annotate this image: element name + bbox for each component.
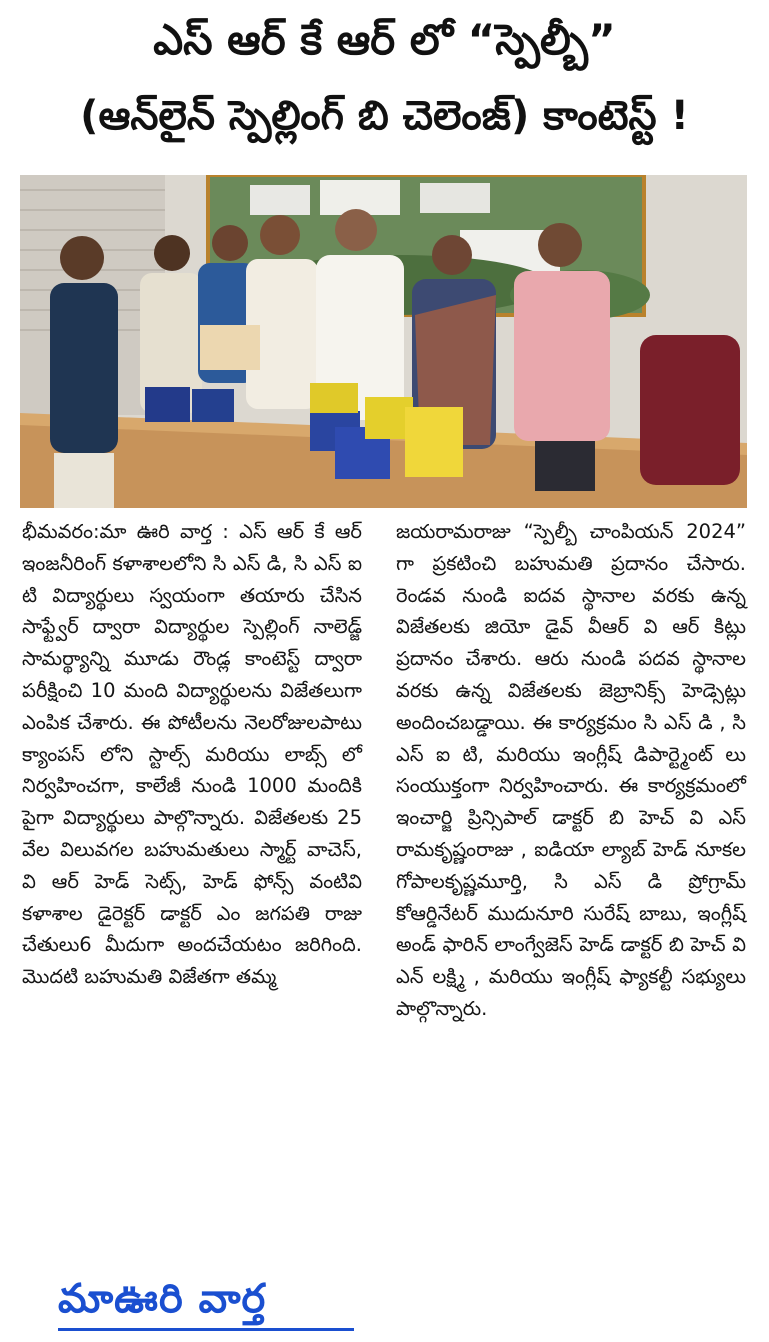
headline-line-2: (ఆన్‌లైన్ స్పెల్లింగ్ బి చెలెంజ్) కాంటెస్ట్ ! [80, 93, 689, 139]
award-ceremony-photo [20, 175, 747, 508]
masthead-underline [58, 1328, 354, 1331]
article-left-column: భీమవరం:మా ఊరి వార్త : ఎస్ ఆర్ కే ఆర్ ఇంజనీరింగ్ కళాశాలలోని సి ఎస్ డి, సి ఎస్ ఐ టి విద్యార్థులు స్వయంగా తయారు చేసిన సాఫ్ట్వేర్ ద్వారా విద్యార్థుల స్పెల్లింగ్ నాలెడ్జ్ సామర్థ్యాన్ని మూడు రౌండ్ల కాంటెస్ట్ ద్వారా పరీక్షించి 10 మంది విద్యార్థులను విజేతలుగా ఎంపిక చేశారు. ఈ పోటీలను నెలరోజులపాటు క్యాంపస్ లోని స్టాల్స్ మరియు లాబ్స్ లో నిర్వహించగా, కాలేజీ నుండి 1000 మందికి పైగా విద్యార్థులు పాల్గొన్నారు. విజేతలకు 25 వేల విలువగల బహుమతులు స్మార్ట్ వాచెస్, వి ఆర్ హెడ్ సెట్స్, హెడ్ ఫోన్స్ వంటివి కళాశాల డైరెక్టర్ డాక్టర్ ఎం జగపతి రాజు చేతులు6 మీదుగా అందచేయటం జరిగింది. మొదటి బహుమతి విజేతగా తమ్మ [22, 520, 362, 989]
headline-line-1: ఎస్ ఆర్ కే ఆర్ లో “స్పెల్బీ” [153, 15, 616, 64]
masthead-logo [58, 1272, 358, 1332]
masthead-title: మాఊరి వార్త [58, 1276, 267, 1322]
article-right-column: జయరామరాజు “స్పెల్బీ చాంపియన్ 2024” గా ప్రకటించి బహుమతి ప్రదానం చేసారు. రెండవ నుండి ఐదవ స్థానాల వరకు ఉన్న విజేతలకు జియో డైవ్ వీఆర్ వి ఆర్ కిట్లు ప్రదానం చేశారు. ఆరు నుండి పదవ స్థానాల వరకు ఉన్న విజేతలకు జెబ్రానిక్స్ హెడ్సెట్లు అందించబడ్డాయి. ఈ కార్యక్రమం సి ఎస్ డి , సి ఎస్ ఐ టి, మరియు ఇంగ్లీష్ డిపార్ట్మెంట్ లు సంయుక్తంగా నిర్వహించారు. ఈ కార్యక్రమంలో ఇంచార్జి ప్రిన్సిపాల్ డాక్టర్ బి హెచ్ వి ఎస్ రామకృష్ణంరాజు , ఐడియా ల్యాబ్ హెడ్ నూకల గోపాలకృష్ణమూర్తి, సి ఎస్ డి ప్రోగ్రామ్ కోఆర్డినేటర్ ముదునూరి సురేష్ బాబు, ఇంగ్లీష్ అండ్ ఫారిన్ లాంగ్వేజెస్ హెడ్ డాక్టర్ బి హెచ్ వి ఎన్ లక్ష్మి , మరియు ఇంగ్లీష్ ఫ్యాకల్టీ సభ్యులు పాల్గొన్నారు. [396, 520, 746, 1020]
